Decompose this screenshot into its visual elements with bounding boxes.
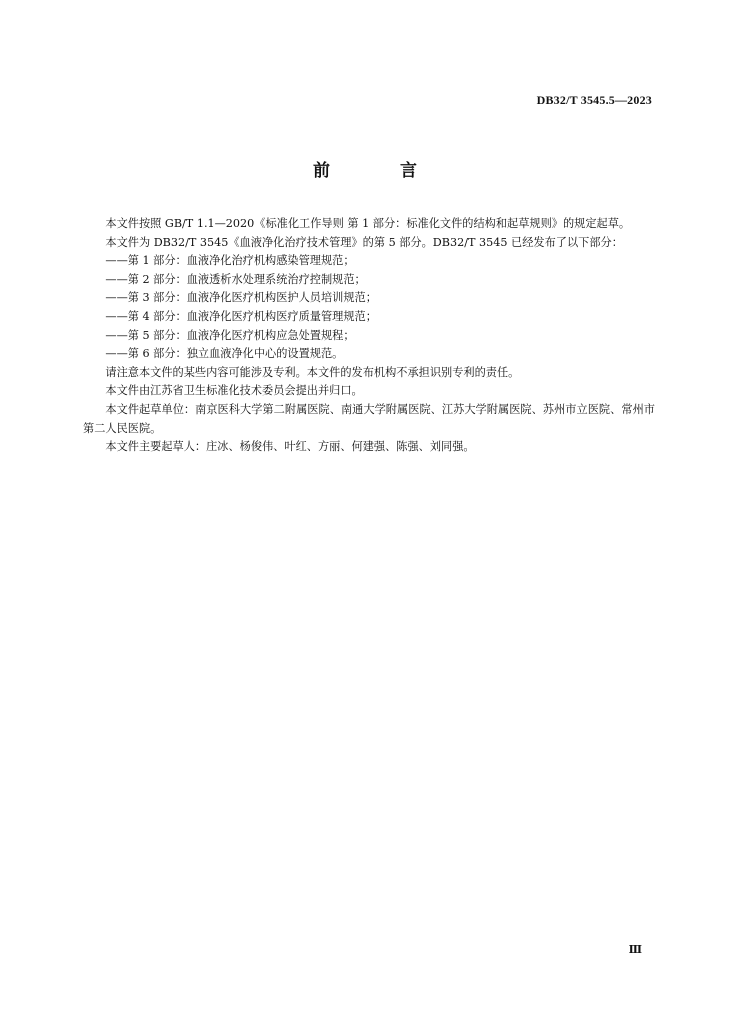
list-item-part-6: ——第 6 部分：独立血液净化中心的设置规范。 bbox=[105, 347, 344, 361]
list-item-part-2: ——第 2 部分：血液透析水处理系统治疗控制规范； bbox=[105, 272, 366, 286]
paragraph-drafters: 本文件主要起草人：庄冰、杨俊伟、叶红、方丽、何建强、陈强、刘同强。 bbox=[105, 440, 475, 454]
paragraph-proposer: 本文件由江苏省卫生标准化技术委员会提出并归口。 bbox=[105, 384, 363, 398]
page-number: Ⅲ bbox=[628, 944, 642, 956]
document-body bbox=[83, 215, 655, 457]
document-code: DB32/T 3545.5—2023 bbox=[536, 93, 652, 107]
paragraph-series-intro: 本文件为 DB32/T 3545《血液净化治疗技术管理》的第 5 部分。DB32/T 3545 已经发布了以下部分： bbox=[105, 235, 623, 249]
list-item-part-3: ——第 3 部分：血液净化医疗机构医护人员培训规范； bbox=[105, 291, 377, 305]
page-title: 前 言 bbox=[313, 161, 449, 181]
paragraph-patent-notice: 请注意本文件的某些内容可能涉及专利。本文件的发布机构不承担识别专利的责任。 bbox=[105, 365, 520, 379]
list-item-part-5: ——第 5 部分：血液净化医疗机构应急处置规程； bbox=[105, 328, 355, 342]
paragraph-drafting-units: 本文件起草单位：南京医科大学第二附属医院、南通大学附属医院、江苏大学附属医院、苏州市立医院、常州市第二人民医院。 bbox=[83, 402, 655, 435]
list-item-part-4: ——第 4 部分：血液净化医疗机构医疗质量管理规范； bbox=[105, 309, 377, 323]
list-item-part-1: ——第 1 部分：血液净化治疗机构感染管理规范； bbox=[105, 254, 355, 268]
paragraph-drafting-rules: 本文件按照 GB/T 1.1—2020《标准化工作导则 第 1 部分：标准化文件的结构和起草规则》的规定起草。 bbox=[105, 217, 631, 230]
